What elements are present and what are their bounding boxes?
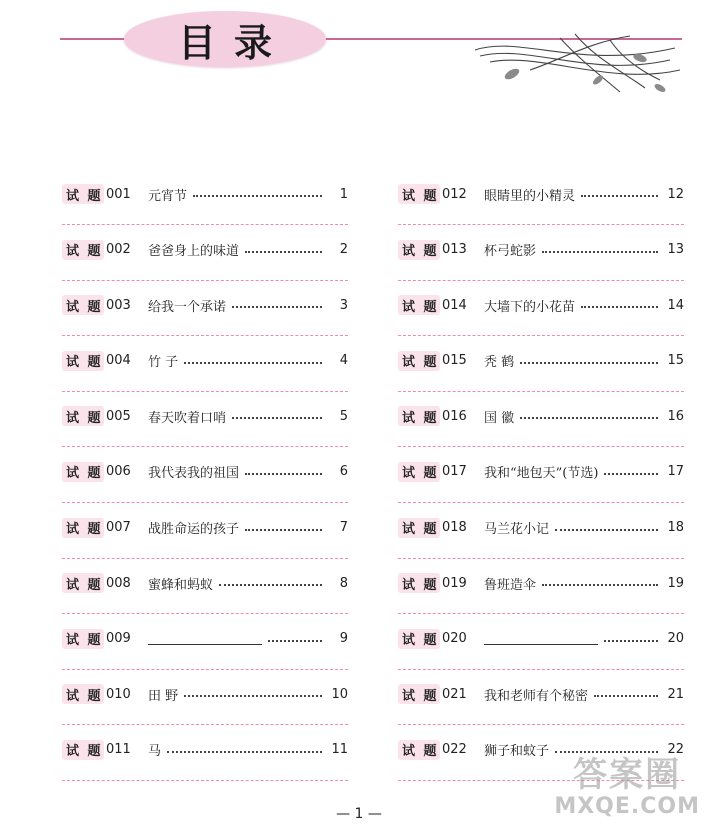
blank-title-line: [148, 632, 262, 645]
leader-dots: [520, 409, 658, 419]
entry-label: 试 题: [66, 244, 103, 260]
entry-page: 15: [667, 353, 684, 369]
entry-label: 试 题: [402, 466, 439, 482]
entry-number: 004: [106, 353, 131, 369]
leader-dots: [232, 409, 322, 419]
entry-number: 003: [106, 297, 131, 313]
entry-label: 试 题: [402, 299, 439, 315]
toc-entry: [398, 460, 684, 516]
toc-entry: [398, 516, 684, 572]
toc-entry: [398, 349, 684, 405]
leader-dots: [245, 465, 322, 475]
entry-page: 2: [339, 242, 348, 258]
row-divider: [398, 669, 684, 670]
entry-page: 21: [667, 686, 684, 702]
entry-number: 001: [106, 186, 131, 202]
entry-title: 马: [148, 744, 162, 760]
row-divider: [398, 391, 684, 392]
row-divider: [62, 224, 348, 225]
entry-page: 18: [667, 520, 684, 536]
leader-dots: [268, 632, 322, 642]
title-badge: [124, 11, 326, 67]
entry-label: 试 题: [402, 410, 439, 426]
entry-page: 22: [667, 742, 684, 758]
entry-number: 018: [442, 520, 467, 536]
entry-page: 6: [339, 464, 348, 480]
entry-number: 013: [442, 242, 467, 258]
row-divider: [62, 335, 348, 336]
entry-label: 试 题: [66, 410, 103, 426]
row-divider: [398, 446, 684, 447]
entry-title: 马兰花小记: [484, 522, 550, 538]
row-divider: [62, 613, 348, 614]
row-divider: [398, 558, 684, 559]
entry-title: 给我一个承诺: [148, 299, 227, 315]
entry-number: 021: [442, 686, 467, 702]
entry-number: 009: [106, 631, 131, 647]
toc-column-right: [398, 182, 684, 794]
toc-entry: [398, 238, 684, 294]
entry-label: 试 题: [66, 299, 103, 315]
entry-label: 试 题: [66, 688, 103, 704]
entry-title: 狮子和蚊子: [484, 744, 550, 760]
entry-number: 011: [106, 742, 131, 758]
leader-dots: [245, 521, 322, 531]
entry-title: 杯弓蛇影: [484, 244, 537, 260]
leader-dots: [542, 576, 658, 586]
entry-title: 我和“地包天”(节选): [484, 466, 599, 482]
row-divider: [62, 280, 348, 281]
entry-label: 试 题: [66, 355, 103, 371]
entry-number: 020: [442, 631, 467, 647]
toc-entry: [62, 516, 348, 572]
entry-title: 我代表我的祖国: [148, 466, 240, 482]
entry-page: 20: [667, 631, 684, 647]
toc-entry: [62, 738, 348, 794]
row-divider: [62, 502, 348, 503]
toc-entry: [398, 293, 684, 349]
row-divider: [62, 724, 348, 725]
entry-title: 竹 子: [148, 355, 179, 371]
entry-title: 战胜命运的孩子: [148, 522, 240, 538]
entry-page: 16: [667, 408, 684, 424]
entry-number: 010: [106, 686, 131, 702]
header-rule-left: [60, 38, 130, 40]
entry-number: 022: [442, 742, 467, 758]
entry-label: 试 题: [66, 633, 103, 649]
entry-page: 5: [339, 408, 348, 424]
row-divider: [398, 280, 684, 281]
toc-entry: [62, 571, 348, 627]
leader-dots: [167, 743, 322, 753]
leader-dots: [232, 298, 322, 308]
entry-title: 我和老师有个秘密: [484, 688, 589, 704]
entry-page: 14: [667, 297, 684, 313]
entry-label: 试 题: [402, 577, 439, 593]
leader-dots: [604, 465, 658, 475]
row-divider: [62, 780, 348, 781]
entry-title: 元宵节: [148, 188, 188, 204]
entry-number: 017: [442, 464, 467, 480]
entry-title: 春天吹着口哨: [148, 410, 227, 426]
leader-dots: [581, 298, 658, 308]
entry-label: 试 题: [402, 522, 439, 538]
entry-label: 试 题: [402, 744, 439, 760]
entry-label: 试 题: [66, 466, 103, 482]
entry-label: 试 题: [402, 688, 439, 704]
entry-page: 12: [667, 186, 684, 202]
toc-entry: [62, 460, 348, 516]
entry-page: 1: [339, 186, 348, 202]
toc-entry: [62, 627, 348, 683]
page-title: 目录: [177, 20, 290, 65]
row-divider: [398, 224, 684, 225]
row-divider: [398, 724, 684, 725]
entry-label: 试 题: [66, 577, 103, 593]
entry-page: 17: [667, 464, 684, 480]
entry-label: 试 题: [402, 244, 439, 260]
toc-entry: [62, 182, 348, 238]
toc-entry: [398, 404, 684, 460]
entry-label: 试 题: [66, 522, 103, 538]
entry-page: 11: [331, 742, 348, 758]
toc-entry: [62, 238, 348, 294]
watermark: [554, 756, 700, 820]
entry-number: 002: [106, 242, 131, 258]
entry-title: 国 徽: [484, 410, 515, 426]
page-number: — 1 —: [336, 806, 382, 822]
leader-dots: [184, 354, 322, 364]
entry-title: 大墙下的小花苗: [484, 299, 576, 315]
row-divider: [62, 446, 348, 447]
leader-dots: [245, 243, 322, 253]
toc-entry: [62, 682, 348, 738]
leader-dots: [555, 743, 658, 753]
row-divider: [62, 669, 348, 670]
toc-entry: [62, 404, 348, 460]
entry-number: 005: [106, 408, 131, 424]
entry-title: 秃 鹤: [484, 355, 515, 371]
entry-number: 015: [442, 353, 467, 369]
floral-decoration: [470, 30, 682, 100]
entry-label: 试 题: [66, 744, 103, 760]
entry-page: 7: [339, 520, 348, 536]
toc-entry: [62, 293, 348, 349]
entry-number: 014: [442, 297, 467, 313]
row-divider: [62, 391, 348, 392]
entry-title: 眼睛里的小精灵: [484, 188, 576, 204]
entry-page: 9: [339, 631, 348, 647]
leader-dots: [219, 576, 322, 586]
entry-number: 019: [442, 575, 467, 591]
watermark-logo-text: 答案圈: [573, 755, 682, 795]
toc-entry: [398, 627, 684, 683]
blank-title-line: [484, 632, 598, 645]
entry-number: 006: [106, 464, 131, 480]
toc-entry: [398, 682, 684, 738]
entry-page: 4: [339, 353, 348, 369]
entry-number: 016: [442, 408, 467, 424]
entry-label: 试 题: [402, 188, 439, 204]
leader-dots: [604, 632, 658, 642]
leader-dots: [520, 354, 658, 364]
row-divider: [62, 558, 348, 559]
leader-dots: [581, 187, 658, 197]
entry-title: 蜜蜂和蚂蚁: [148, 577, 214, 593]
leader-dots: [193, 187, 322, 197]
entry-number: 007: [106, 520, 131, 536]
row-divider: [398, 502, 684, 503]
leader-dots: [184, 687, 322, 697]
watermark-domain: MXQE.COM: [554, 794, 700, 819]
entry-page: 10: [331, 686, 348, 702]
entry-title: 田 野: [148, 688, 179, 704]
entry-title: 鲁班造伞: [484, 577, 537, 593]
row-divider: [398, 335, 684, 336]
toc-entry: [398, 571, 684, 627]
row-divider: [398, 613, 684, 614]
entry-label: 试 题: [402, 355, 439, 371]
entry-page: 19: [667, 575, 684, 591]
leader-dots: [542, 243, 658, 253]
entry-number: 008: [106, 575, 131, 591]
leader-dots: [555, 521, 658, 531]
entry-page: 8: [339, 575, 348, 591]
entry-number: 012: [442, 186, 467, 202]
entry-title: 爸爸身上的味道: [148, 244, 240, 260]
entry-page: 13: [667, 242, 684, 258]
entry-label: 试 题: [66, 188, 103, 204]
toc-entry: [398, 182, 684, 238]
toc-column-left: [62, 182, 348, 794]
leader-dots: [594, 687, 658, 697]
entry-page: 3: [339, 297, 348, 313]
toc-entry: [62, 349, 348, 405]
entry-label: 试 题: [402, 633, 439, 649]
